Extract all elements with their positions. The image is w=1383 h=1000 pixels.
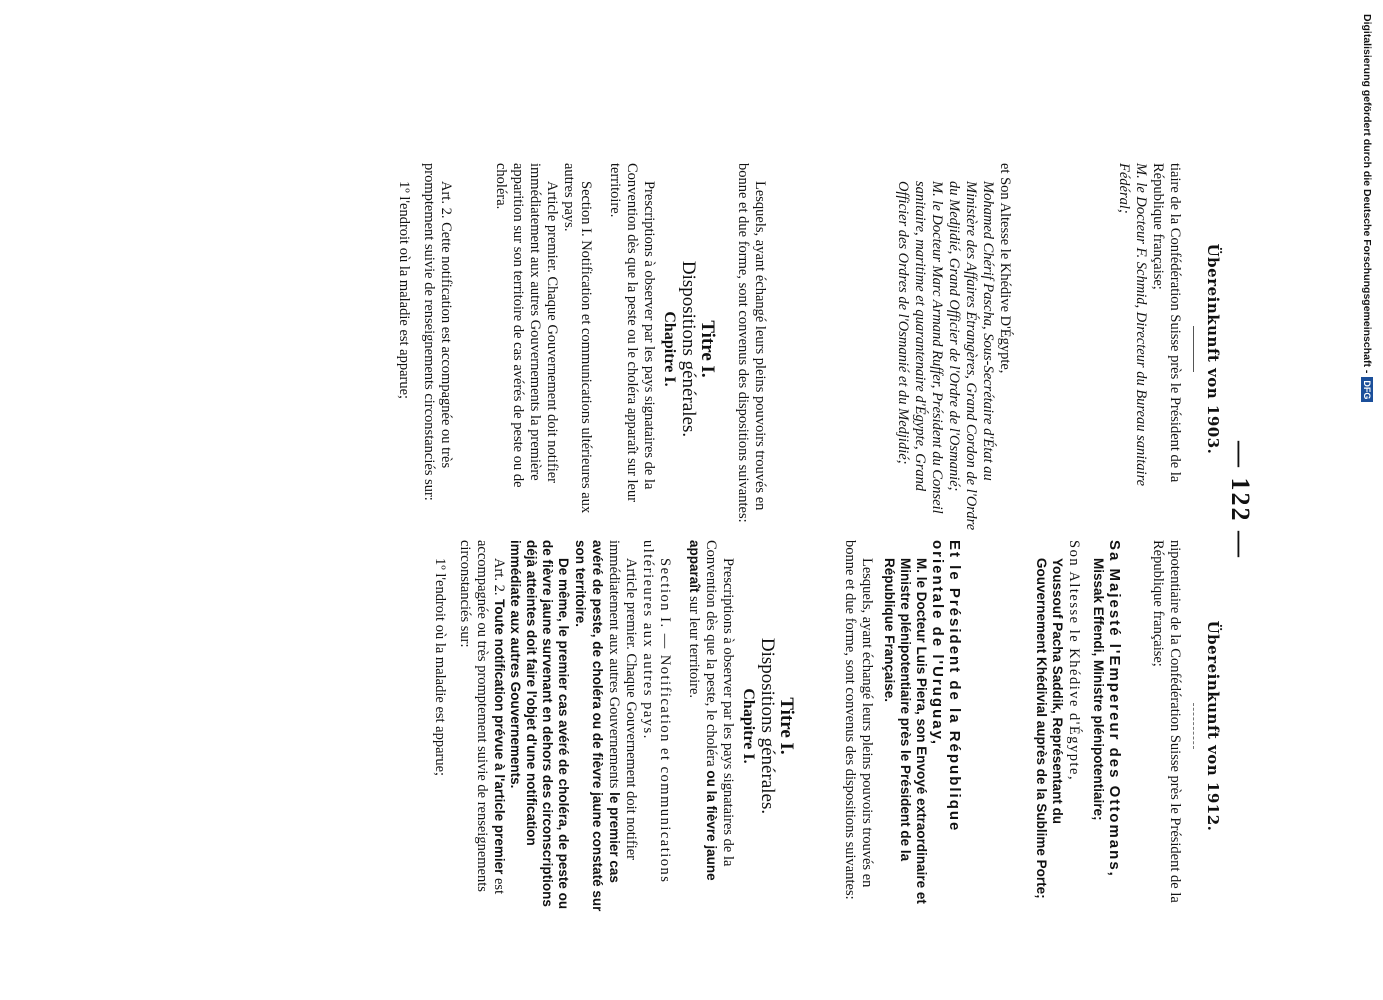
intro-text: tiaire de la Confédération Suisse près le Président de la République française; [1150, 163, 1183, 483]
uruguay-line: Et le Président de la République orientale de l'Uruguay, [929, 540, 963, 833]
article-premier: Article premier. Chaque Gouvernement doit notifier immédiatement aux autres Gouvernements le premier cas avéré de peste, de choléra ou de fièvre jaune constaté sur son territoire. [573, 540, 639, 912]
heading-rule [1193, 326, 1194, 372]
prescriptions-paragraph: Prescriptions à observer par les pays signataires de la Convention dès que la peste ou le choléra apparaît sur leur territoire. [607, 163, 657, 503]
heading-rule [1193, 703, 1194, 749]
ruffer-delegate: M. le Docteur Marc Armand Ruffer, Président du Conseil sanitaire, maritime et quarantenaire d'Égypte, Grand Officier des Ordres de l'Osmanié et du Medjidié; [895, 181, 945, 514]
column-heading-1912: Übereinkunft von 1912. [1204, 620, 1222, 832]
article-2: Art. 2. Cette notification est accompagnée ou très promptement suivie de renseignements circonstanciés sur: [421, 163, 454, 501]
prescriptions-paragraph: Prescriptions à observer par les pays signataires de la Convention dès que la peste, le choléra ou la fièvre jaune apparaît sur leur territoire. [686, 540, 736, 881]
dispositions-heading: Dispositions générales. [678, 260, 699, 438]
article-premier-continued: De même, le premier cas avéré de choléra, de peste ou de fièvre jaune survenant en dehors des circonscriptions déjà atteintes doit faire l'objet d'une notification immédiate aux autres Gouvernements. [508, 540, 571, 910]
ottoman-emperor-line: Sa Majesté l'Empereur des Ottomans, [1106, 540, 1123, 878]
chapitre-heading: Chapitre I. [661, 311, 678, 387]
point-1: 1º l'endroit où la maladie est apparue; [432, 558, 448, 777]
section-heading: Section I. — Notification et communications ultérieures aux autres pays. [640, 540, 673, 884]
chapitre-heading: Chapitre I. [740, 688, 757, 764]
page-number: — 122 — [1226, 441, 1255, 559]
khedive-line: Son Altesse le Khédive d'Égypte, [1066, 540, 1082, 782]
lesquels-paragraph: Lesquels, ayant échangé leurs pleins pouvoirs trouvés en bonne et due forme, sont convenus des dispositions suivantes: [735, 163, 768, 523]
section-heading: Section I. Notification et communications ultérieures aux autres pays. [561, 163, 594, 514]
missak-delegate: Missak Effendi, Ministre plénipotentiaire; [1091, 558, 1106, 821]
khedive-line: et Son Altesse le Khédive D'Égypte, [997, 163, 1013, 374]
youssouf-delegate: Youssouf Pacha Saddik, Représentant du Gouvernement Khédivial auprès de la Sublime Porte; [1034, 558, 1065, 899]
article-premier: Article premier. Chaque Gouvernement doit notifier immédiatement aux autres Gouvernements la première apparition sur son territoire de cas avérés de peste ou de choléra. [493, 163, 560, 488]
point-1: 1º l'endroit où la maladie est apparue; [396, 181, 412, 400]
digitization-credit [1357, 8, 1375, 988]
article-2: Art. 2. Toute notification prévue à l'article premier est accompagnée ou très promptement suivie de renseignements circonstanciés sur: [457, 540, 507, 895]
column-1912 [431, 540, 1221, 912]
dfg-logo: DFG [1361, 377, 1373, 402]
lesquels-paragraph: Lesquels, ayant échangé leurs pleins pouvoirs trouvés en bonne et due forme, sont convenus des dispositions suivantes: [842, 540, 875, 900]
column-1903 [395, 163, 1221, 535]
column-heading-1903: Übereinkunft von 1903. [1204, 243, 1222, 455]
cherif-delegate: Mohamed Chérif Pascha, Sous-Secrétaire d'État au Ministère des Affaires Étrangères, Grand Cordon de l'Ordre du Medjidié, Grand Officier de l'Ordre de l'Osmanié; [946, 181, 996, 531]
dispositions-heading: Dispositions générales. [757, 637, 778, 815]
intro-text: nipotentiaire de la Confédération Suisse près le Président de la République française; [1150, 540, 1183, 903]
piera-delegate: M. le Docteur Luis Piera, son Envoyé extraordinaire et Ministre plénipotentiaire près le Président de la République Française. [882, 558, 929, 904]
titre-heading: Titre I. [776, 697, 797, 755]
schmid-delegate: M. le Docteur F. Schmid, Directeur du Bureau sanitaire Fédéral; [1116, 163, 1149, 487]
credit-text: Digitalisierung gefördert durch die Deutsche Forschungsgemeinschaft - [1361, 14, 1373, 374]
titre-heading: Titre I. [697, 320, 718, 378]
